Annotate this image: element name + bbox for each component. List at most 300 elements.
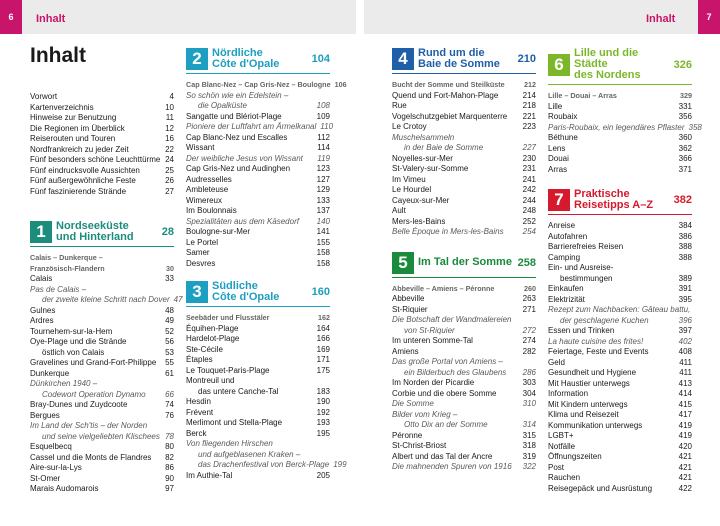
toc-entry-page: 318 — [522, 441, 536, 450]
toc-entry-page: 24 — [165, 155, 174, 164]
toc-entry-page: 78 — [165, 431, 174, 441]
toc-entry-title: Pas de Calais – — [30, 284, 87, 294]
toc-entry-page: 25 — [165, 165, 174, 175]
toc-entry-title: Mers-les-Bains — [392, 216, 446, 226]
toc-entry-title: Muschelsammeln — [392, 132, 455, 142]
toc-entry — [186, 91, 330, 102]
toc-entry-title: St-Valery-sur-Somme — [392, 164, 469, 173]
toc-entry-title: Information — [548, 389, 589, 398]
toc-entry — [186, 366, 330, 377]
toc-entry — [548, 410, 692, 421]
toc-entry-title: Cap Gris-Nez und Audinghen — [186, 164, 291, 173]
section-title-line-2: Baie de Somme — [418, 58, 500, 70]
section-page-number: 326 — [673, 58, 692, 71]
toc-entry-title: der geschlagene Kuchen — [560, 315, 649, 325]
toc-entry-title: So schön wie ein Edelstein – — [186, 90, 289, 100]
toc-entry-page: 230 — [522, 153, 536, 163]
toc-entry-page: 241 — [522, 174, 536, 184]
toc-entry-page: 166 — [316, 334, 330, 343]
page-title: Inhalt — [30, 44, 86, 67]
toc-entry — [392, 112, 536, 123]
section-title — [212, 281, 312, 303]
toc-entry — [30, 306, 174, 317]
section-title-line-1: Praktische — [574, 188, 630, 200]
toc-entry — [548, 431, 692, 442]
toc-entry-title: Autofahren — [548, 231, 588, 241]
toc-entry — [392, 133, 536, 144]
toc-entry-page: 366 — [678, 154, 692, 163]
toc-entry-title: Codewort Operation Dynamo — [42, 389, 146, 399]
toc-entry-title: Hardelot-Plage — [186, 334, 240, 343]
toc-entry — [186, 154, 330, 165]
toc-entry — [548, 274, 692, 285]
toc-entry-title: St-Christ-Briost — [392, 441, 447, 450]
toc-entry — [30, 285, 174, 296]
toc-entry — [186, 345, 330, 356]
toc-entry — [30, 400, 174, 411]
section-2 — [186, 47, 347, 269]
toc-entry-title: Étaples — [186, 355, 213, 364]
toc-entry — [186, 112, 330, 123]
toc-entry — [30, 253, 174, 264]
toc-entry — [30, 274, 174, 285]
toc-entry — [392, 462, 536, 473]
toc-entry-page: 108 — [316, 101, 330, 110]
toc-entry — [30, 337, 174, 348]
toc-entry — [548, 112, 692, 123]
toc-entry-page: 331 — [678, 101, 692, 111]
toc-entry-title: Rauchen — [548, 473, 581, 482]
toc-entry-title: Feiertage, Feste und Events — [548, 347, 649, 356]
toc-entry-title: Sangatte und Blériot-Plage — [186, 111, 282, 121]
toc-entry — [30, 166, 174, 177]
toc-entry — [392, 368, 536, 379]
toc-entry — [30, 103, 174, 114]
toc-entry — [392, 154, 536, 165]
toc-entry — [30, 432, 174, 443]
toc-entry — [186, 387, 330, 398]
toc-entry — [548, 242, 692, 253]
toc-entry — [30, 442, 174, 453]
section-title-line-1: Lille und die Städte — [574, 47, 639, 70]
toc-entry-title: Im Norden der Picardie — [392, 378, 475, 387]
toc-entry — [392, 441, 536, 452]
toc-entry — [186, 164, 330, 175]
toc-entry-title: Anreise — [548, 221, 576, 230]
toc-entry — [30, 176, 174, 187]
toc-entry — [392, 80, 536, 91]
toc-entry — [548, 400, 692, 411]
toc-entry-title: Lille — [548, 101, 563, 111]
toc-entry-page: 205 — [316, 470, 330, 480]
toc-entry — [392, 347, 536, 358]
toc-entry — [548, 295, 692, 306]
toc-entry-page: 271 — [522, 304, 536, 314]
toc-entry — [186, 460, 347, 471]
toc-entry — [548, 337, 692, 348]
toc-entry — [392, 175, 536, 186]
toc-entry-page: 362 — [678, 143, 692, 153]
toc-entry-page: 396 — [678, 315, 692, 325]
toc-entry-page: 106 — [334, 80, 347, 89]
section-title-line-2: Côte d'Opale — [212, 58, 280, 70]
toc-entry-title: Im Boulonnais — [186, 206, 237, 215]
toc-entry — [186, 217, 330, 228]
toc-entry — [186, 429, 330, 440]
toc-entry-title: Aire-sur-la-Lys — [30, 463, 82, 472]
toc-entry-title: Quend und Fort-Mahon-Plage — [392, 90, 499, 100]
toc-entry — [186, 313, 330, 324]
toc-entry-title: Ste-Cécile — [186, 344, 223, 354]
toc-entry — [186, 227, 330, 238]
toc-entry-title: Ault — [392, 206, 406, 215]
toc-entry-page: 169 — [316, 344, 330, 354]
toc-entry-title: Berck — [186, 428, 207, 438]
toc-entry-title: Die Somme — [392, 399, 434, 408]
toc-entry — [186, 418, 330, 429]
toc-entry-page: 360 — [678, 133, 692, 142]
toc-entry-page: 415 — [678, 399, 692, 409]
toc-entry-page: 388 — [678, 242, 692, 251]
toc-entry-title: Cassel und die Monts de Flandres — [30, 452, 152, 462]
toc-entry-page: 110 — [320, 122, 334, 131]
toc-entry-page: 12 — [165, 123, 174, 133]
toc-entry-title: Noyelles-sur-Mer — [392, 153, 453, 163]
toc-entry — [30, 453, 174, 464]
toc-entry-title: Ardres — [30, 316, 54, 325]
section-title — [574, 189, 674, 211]
section-heading — [186, 281, 330, 307]
toc-entry-page: 52 — [165, 326, 174, 336]
toc-entry-title: Arras — [548, 164, 568, 174]
toc-entry-title: Hesdin — [186, 397, 211, 406]
toc-entry-title: Corbie und die obere Somme — [392, 388, 497, 398]
toc-entry — [30, 411, 174, 422]
toc-entry — [186, 397, 330, 408]
toc-entry — [392, 206, 536, 217]
toc-entry — [392, 196, 536, 207]
toc-entry-page: 282 — [522, 346, 536, 356]
toc-entry-page: 112 — [317, 132, 330, 142]
toc-entry-page: 192 — [316, 407, 330, 417]
toc-entry — [30, 134, 174, 145]
toc-entry-page: 310 — [522, 399, 536, 408]
toc-entry-title: Abbeville — [392, 294, 425, 303]
toc-entry-page: 303 — [522, 378, 536, 387]
section-heading — [548, 189, 692, 215]
toc-entry — [392, 217, 536, 228]
toc-entry-page: 223 — [522, 122, 536, 131]
toc-entry-page: 127 — [316, 174, 330, 184]
section-title-line-1: Im Tal der Somme — [418, 256, 512, 268]
toc-entry-page: 164 — [316, 323, 330, 333]
toc-entry-title: Der weibliche Jesus von Wissant — [186, 153, 303, 163]
toc-entry — [548, 232, 692, 243]
toc-entry-title: Oye-Plage und die Strände — [30, 337, 127, 346]
toc-entry — [392, 185, 536, 196]
toc-entry-title: Wissant — [186, 143, 215, 152]
section-title-line-1: Südliche — [212, 280, 258, 292]
toc-entry — [186, 408, 330, 419]
toc-entry-page: 231 — [522, 164, 536, 173]
toc-entry — [392, 227, 536, 238]
toc-entry — [30, 484, 174, 495]
toc-entry — [548, 379, 692, 390]
toc-entry-page: 171 — [316, 355, 330, 364]
toc-entry-title: Bray-Dunes und Zuydcoote — [30, 400, 128, 409]
toc-entry-title: Im unteren Somme-Tal — [392, 336, 473, 345]
toc-entry-page: 26 — [165, 176, 174, 185]
toc-entry-title: Fünf besonders schöne Leuchttürme — [30, 155, 161, 164]
toc-entry — [392, 164, 536, 175]
toc-entry-title: Boulogne-sur-Mer — [186, 227, 251, 236]
toc-entry-page: 419 — [678, 431, 692, 440]
toc-entry-title: Calais – Dunkerque – — [30, 253, 103, 262]
left-page-number: 6 — [0, 0, 22, 34]
toc-entry-title: Camping — [548, 252, 581, 262]
toc-entry-title: Roubaix — [548, 112, 578, 121]
toc-entry-title: St-Omer — [30, 473, 61, 483]
toc-entry-page: 16 — [165, 134, 174, 143]
toc-entry-page: 193 — [316, 418, 330, 427]
toc-entry — [548, 144, 692, 155]
section-5 — [392, 252, 536, 473]
toc-entry — [392, 143, 536, 154]
toc-entry-page: 263 — [522, 294, 536, 303]
toc-entry — [548, 91, 692, 102]
toc-entry — [548, 326, 692, 337]
toc-entry-title: Spezialitäten aus dem Käsedorf — [186, 216, 299, 226]
toc-entry — [548, 102, 692, 113]
toc-entry — [186, 143, 330, 154]
toc-entry-title: Cayeux-sur-Mer — [392, 195, 450, 205]
toc-entry-page: 244 — [522, 195, 536, 205]
toc-entry — [392, 378, 536, 389]
section-number-badge: 6 — [548, 54, 570, 76]
toc-entry — [392, 326, 536, 337]
toc-entry-title: Vogelschutzgebiet Marquenterre — [392, 111, 508, 121]
section-title — [418, 48, 518, 70]
toc-entry — [186, 376, 330, 387]
toc-entry-page: 242 — [522, 185, 536, 194]
toc-entry-title: Notfälle — [548, 441, 576, 451]
toc-entry-page: 286 — [522, 367, 536, 377]
toc-entry-page: 252 — [522, 216, 536, 226]
toc-entry-title: Nordfrankreich zu jeder Zeit — [30, 144, 129, 154]
toc-entry — [548, 484, 692, 495]
toc-entry-page: 356 — [678, 112, 692, 121]
toc-entry-page: 395 — [678, 294, 692, 304]
toc-entry — [548, 263, 692, 274]
toc-entry — [30, 264, 174, 275]
toc-entry-page: 183 — [316, 386, 330, 396]
toc-entry-page: 397 — [678, 326, 692, 335]
toc-entry-title: Reisegepäck und Ausrüstung — [548, 483, 653, 493]
toc-entry — [186, 196, 330, 207]
toc-entry-title: Équihen-Plage — [186, 323, 239, 333]
section-page-number: 160 — [311, 286, 330, 298]
toc-entry-title: und aufgeblasenen Kraken – — [198, 449, 301, 459]
toc-entry-page: 123 — [316, 164, 330, 173]
toc-entry-page: 314 — [522, 420, 536, 429]
toc-entry-title: Elektrizität — [548, 294, 585, 304]
toc-entry — [30, 379, 174, 390]
toc-entry-title: Gravelines und Grand-Fort-Philippe — [30, 358, 157, 367]
toc-entry-page: 371 — [678, 164, 692, 174]
toc-entry — [186, 122, 334, 133]
section-heading — [30, 221, 174, 247]
toc-entry-page: 47 — [173, 295, 183, 304]
toc-entry — [30, 92, 174, 103]
toc-entry-page: 56 — [165, 337, 174, 346]
toc-entry-title: Samer — [186, 248, 210, 257]
section-title — [418, 257, 518, 268]
toc-entry — [30, 187, 174, 198]
right-page-number: 7 — [698, 0, 720, 34]
toc-entry-page: 76 — [165, 410, 174, 420]
toc-entry-title: Le Portel — [186, 237, 219, 247]
section-title-line-1: Nordseeküste — [56, 220, 129, 232]
toc-entry-title: Reiserouten und Touren — [30, 134, 116, 143]
page-gutter — [356, 0, 364, 526]
toc-entry — [548, 389, 692, 400]
toc-entry-title: Tournehem-sur-la-Hem — [30, 326, 113, 336]
toc-entry-page: 419 — [678, 420, 692, 430]
toc-entry-title: Ambleteuse — [186, 185, 229, 194]
toc-entry-page: 109 — [316, 111, 330, 121]
toc-entry-title: Le Crotoy — [392, 122, 427, 131]
toc-entry-page: 155 — [316, 237, 330, 247]
toc-entry — [548, 421, 692, 432]
toc-entry-page: 119 — [317, 153, 330, 163]
toc-entry-title: Marais Audomarois — [30, 484, 99, 493]
toc-entry-title: LGBT+ — [548, 431, 574, 440]
toc-entry-title: Barrierefreies Reisen — [548, 242, 624, 251]
section-heading — [392, 252, 536, 278]
toc-entry-title: Albert und das Tal der Ancre — [392, 451, 493, 461]
toc-entry — [548, 442, 692, 453]
toc-entry — [548, 253, 692, 264]
toc-entry-title: Kommunikation unterwegs — [548, 420, 643, 430]
toc-entry-page: 80 — [165, 442, 174, 451]
toc-entry — [186, 259, 330, 270]
toc-entry — [186, 101, 330, 112]
toc-entry — [392, 122, 536, 133]
toc-entry-page: 30 — [166, 263, 174, 273]
toc-entry-title: Dunkerque — [30, 368, 70, 378]
toc-entry — [548, 165, 692, 176]
toc-entry-page: 417 — [678, 410, 692, 419]
toc-entry-page: 358 — [688, 122, 702, 132]
toc-entry-title: Bucht der Somme und Steilküste — [392, 80, 505, 89]
toc-entry-page: 97 — [165, 484, 174, 493]
toc-entry-title: Cap Blanc-Nez und Escalles — [186, 132, 288, 142]
toc-entry — [30, 155, 174, 166]
section-title-line-1: Nördliche — [212, 47, 263, 59]
toc-entry-page: 422 — [678, 483, 692, 493]
toc-entry — [186, 238, 330, 249]
toc-entry-title: das untere Canche-Tal — [198, 386, 279, 396]
toc-entry-title: bestimmungen — [560, 273, 613, 283]
toc-entry-title: Von fliegenden Hirschen — [186, 439, 273, 448]
column-right-1 — [392, 44, 536, 473]
toc-entry-page: 384 — [678, 221, 692, 230]
toc-entry — [548, 122, 702, 134]
column-left-2 — [186, 44, 347, 481]
section-title — [212, 48, 312, 70]
toc-entry-page: 49 — [165, 316, 174, 325]
toc-entry-title: Das große Portal von Amiens – — [392, 357, 503, 366]
toc-entry-title: Die mahnenden Spuren von 1916 — [392, 462, 512, 471]
toc-entry — [30, 421, 174, 432]
toc-entry-page: 82 — [165, 452, 174, 462]
section-4 — [392, 48, 536, 238]
toc-entry — [186, 248, 330, 259]
toc-entry — [548, 154, 692, 165]
column-left-1 — [30, 92, 183, 495]
toc-entry-title: Otto Dix an der Somme — [404, 420, 488, 429]
toc-entry — [30, 124, 174, 135]
toc-entry — [548, 221, 692, 232]
toc-entry — [392, 294, 536, 305]
toc-entry-page: 53 — [165, 347, 174, 357]
section-page-number: 104 — [311, 53, 330, 65]
toc-entry-page: 329 — [680, 91, 692, 100]
toc-entry — [30, 295, 183, 306]
toc-entry-title: Desvres — [186, 258, 216, 268]
toc-entry-page: 114 — [317, 143, 330, 152]
toc-entry — [30, 474, 174, 485]
toc-entry — [392, 452, 536, 463]
toc-entry-page: 158 — [316, 248, 330, 257]
toc-entry — [548, 316, 692, 327]
toc-entry — [186, 450, 330, 461]
toc-entry-title: La haute cuisine des frites! — [548, 336, 644, 346]
toc-entry-page: 319 — [522, 451, 536, 461]
toc-entry — [30, 463, 174, 474]
toc-entry — [392, 389, 536, 400]
toc-entry-title: der zweite kleine Schritt nach Dover — [42, 295, 170, 304]
toc-entry-title: Bilder vom Krieg – — [392, 409, 458, 419]
toc-entry — [548, 463, 692, 474]
left-running-head: Inhalt — [36, 13, 66, 25]
toc-entry — [548, 452, 692, 463]
section-number-badge: 5 — [392, 252, 414, 274]
toc-entry-page: 304 — [522, 388, 536, 398]
toc-entry-title: Amiens — [392, 346, 419, 356]
section-number-badge: 4 — [392, 48, 414, 70]
toc-entry — [392, 91, 536, 102]
section-3 — [186, 280, 347, 481]
toc-entry-page: 386 — [678, 231, 692, 241]
toc-entry-title: Montreuil und — [186, 376, 235, 385]
toc-entry-page: 421 — [678, 462, 692, 472]
toc-entry-page: 274 — [522, 336, 536, 345]
toc-entry-page: 420 — [678, 441, 692, 451]
section-page-number: 382 — [673, 194, 692, 206]
toc-entry-title: Fünf außergewöhnliche Feste — [30, 176, 136, 185]
toc-entry — [30, 145, 174, 156]
toc-entry-page: 158 — [316, 258, 330, 268]
toc-entry-title: die Opalküste — [198, 101, 247, 110]
toc-entry-title: Geld — [548, 357, 565, 367]
toc-entry-page: 227 — [522, 143, 536, 152]
toc-entry-title: Belle Époque in Mers-les-Bains — [392, 227, 504, 236]
toc-entry-title: Seebäder und Flusstäler — [186, 313, 270, 322]
toc-entry-title: Vorwort — [30, 92, 58, 101]
toc-entry — [548, 305, 692, 316]
toc-entry — [30, 358, 174, 369]
